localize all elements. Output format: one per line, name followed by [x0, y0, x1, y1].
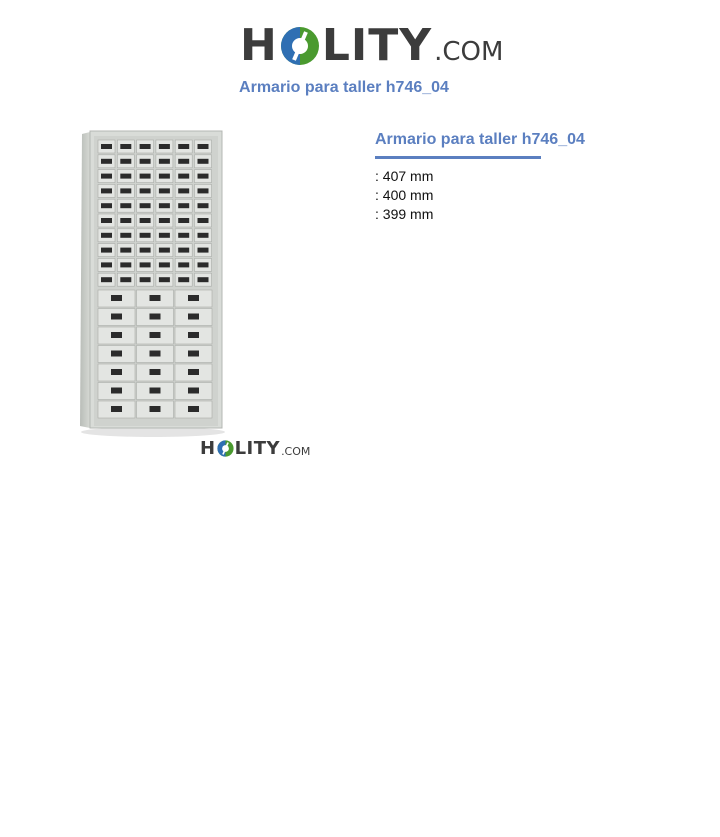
- drawer-handle: [150, 314, 161, 320]
- drawer-label-holder: [120, 159, 131, 164]
- drawer-label-holder: [198, 174, 209, 179]
- small-logo-o-icon: [217, 440, 234, 457]
- drawer-label-holder: [101, 144, 112, 149]
- drawer-label-holder: [198, 188, 209, 193]
- logo-o-icon: [280, 26, 320, 66]
- drawer-label-holder: [101, 188, 112, 193]
- drawer-handle: [150, 406, 161, 412]
- drawer-handle: [111, 332, 122, 338]
- cabinet-image: [78, 128, 228, 438]
- drawer-handle: [111, 295, 122, 301]
- drawer-handle: [188, 369, 199, 375]
- drawer-label-holder: [101, 218, 112, 223]
- drawer-label-holder: [101, 203, 112, 208]
- drawer-label-holder: [140, 218, 151, 223]
- drawer-label-holder: [140, 262, 151, 267]
- drawer-label-holder: [178, 159, 189, 164]
- drawer-label-holder: [101, 174, 112, 179]
- drawer-label-holder: [159, 277, 170, 282]
- drawer-label-holder: [140, 203, 151, 208]
- drawer-label-holder: [140, 277, 151, 282]
- drawer-label-holder: [120, 248, 131, 253]
- drawer-label-holder: [178, 248, 189, 253]
- drawer-label-holder: [140, 248, 151, 253]
- page-title: Armario para taller h746_04: [239, 79, 449, 96]
- drawer-handle: [150, 295, 161, 301]
- drawer-handle: [188, 332, 199, 338]
- drawer-label-holder: [101, 159, 112, 164]
- drawer-label-holder: [120, 174, 131, 179]
- spec-line: : 400 mm: [375, 187, 434, 203]
- drawer-handle: [111, 314, 122, 320]
- drawer-label-holder: [159, 159, 170, 164]
- title-underline: [375, 156, 541, 159]
- drawer-label-holder: [101, 277, 112, 282]
- drawer-label-holder: [159, 174, 170, 179]
- drawer-label-holder: [178, 277, 189, 282]
- drawer-label-holder: [178, 174, 189, 179]
- drawer-label-holder: [159, 144, 170, 149]
- drawer-label-holder: [140, 174, 151, 179]
- drawer-label-holder: [159, 203, 170, 208]
- logo-tld: .COM: [434, 37, 504, 67]
- spec-list: [375, 167, 695, 224]
- holity-logo[interactable]: [240, 12, 504, 71]
- drawer-label-holder: [159, 188, 170, 193]
- drawer-label-holder: [140, 159, 151, 164]
- drawer-handle: [111, 351, 122, 357]
- drawer-label-holder: [159, 248, 170, 253]
- drawer-label-holder: [178, 144, 189, 149]
- drawer-label-holder: [120, 188, 131, 193]
- drawer-label-holder: [120, 233, 131, 238]
- drawer-label-holder: [120, 203, 131, 208]
- drawer-handle: [111, 369, 122, 375]
- drawer-label-holder: [101, 248, 112, 253]
- drawer-label-holder: [178, 218, 189, 223]
- drawer-label-holder: [140, 233, 151, 238]
- drawer-label-holder: [198, 159, 209, 164]
- drawer-handle: [188, 406, 199, 412]
- drawer-label-holder: [120, 218, 131, 223]
- drawer-label-holder: [198, 277, 209, 282]
- drawer-label-holder: [159, 218, 170, 223]
- drawer-handle: [188, 314, 199, 320]
- drawer-label-holder: [140, 144, 151, 149]
- drawer-handle: [150, 351, 161, 357]
- drawer-handle: [188, 295, 199, 301]
- drawer-handle: [150, 369, 161, 375]
- drawer-label-holder: [140, 188, 151, 193]
- logo-wordmark: H LITY: [240, 20, 433, 71]
- spec-line: : 407 mm: [375, 168, 434, 184]
- drawer-handle: [188, 351, 199, 357]
- drawer-label-holder: [120, 277, 131, 282]
- drawer-handle: [150, 332, 161, 338]
- drawer-label-holder: [198, 233, 209, 238]
- drawer-handle: [188, 388, 199, 394]
- drawer-label-holder: [159, 233, 170, 238]
- drawer-label-holder: [101, 262, 112, 267]
- drawer-label-holder: [120, 262, 131, 267]
- drawer-label-holder: [159, 262, 170, 267]
- drawer-label-holder: [198, 203, 209, 208]
- drawer-label-holder: [120, 144, 131, 149]
- drawer-label-holder: [198, 144, 209, 149]
- drawer-handle: [150, 388, 161, 394]
- drawer-label-holder: [178, 233, 189, 238]
- holity-small-logo: H LITY .COM: [200, 438, 311, 459]
- product-title: Armario para taller h746_04: [375, 131, 585, 148]
- drawer-label-holder: [178, 262, 189, 267]
- drawer-label-holder: [198, 248, 209, 253]
- drawer-label-holder: [198, 218, 209, 223]
- drawer-handle: [111, 406, 122, 412]
- drawer-label-holder: [178, 203, 189, 208]
- drawer-label-holder: [178, 188, 189, 193]
- product-detail: [375, 131, 695, 224]
- spec-line: : 399 mm: [375, 206, 434, 222]
- drawer-label-holder: [101, 233, 112, 238]
- drawer-label-holder: [198, 262, 209, 267]
- drawer-handle: [111, 388, 122, 394]
